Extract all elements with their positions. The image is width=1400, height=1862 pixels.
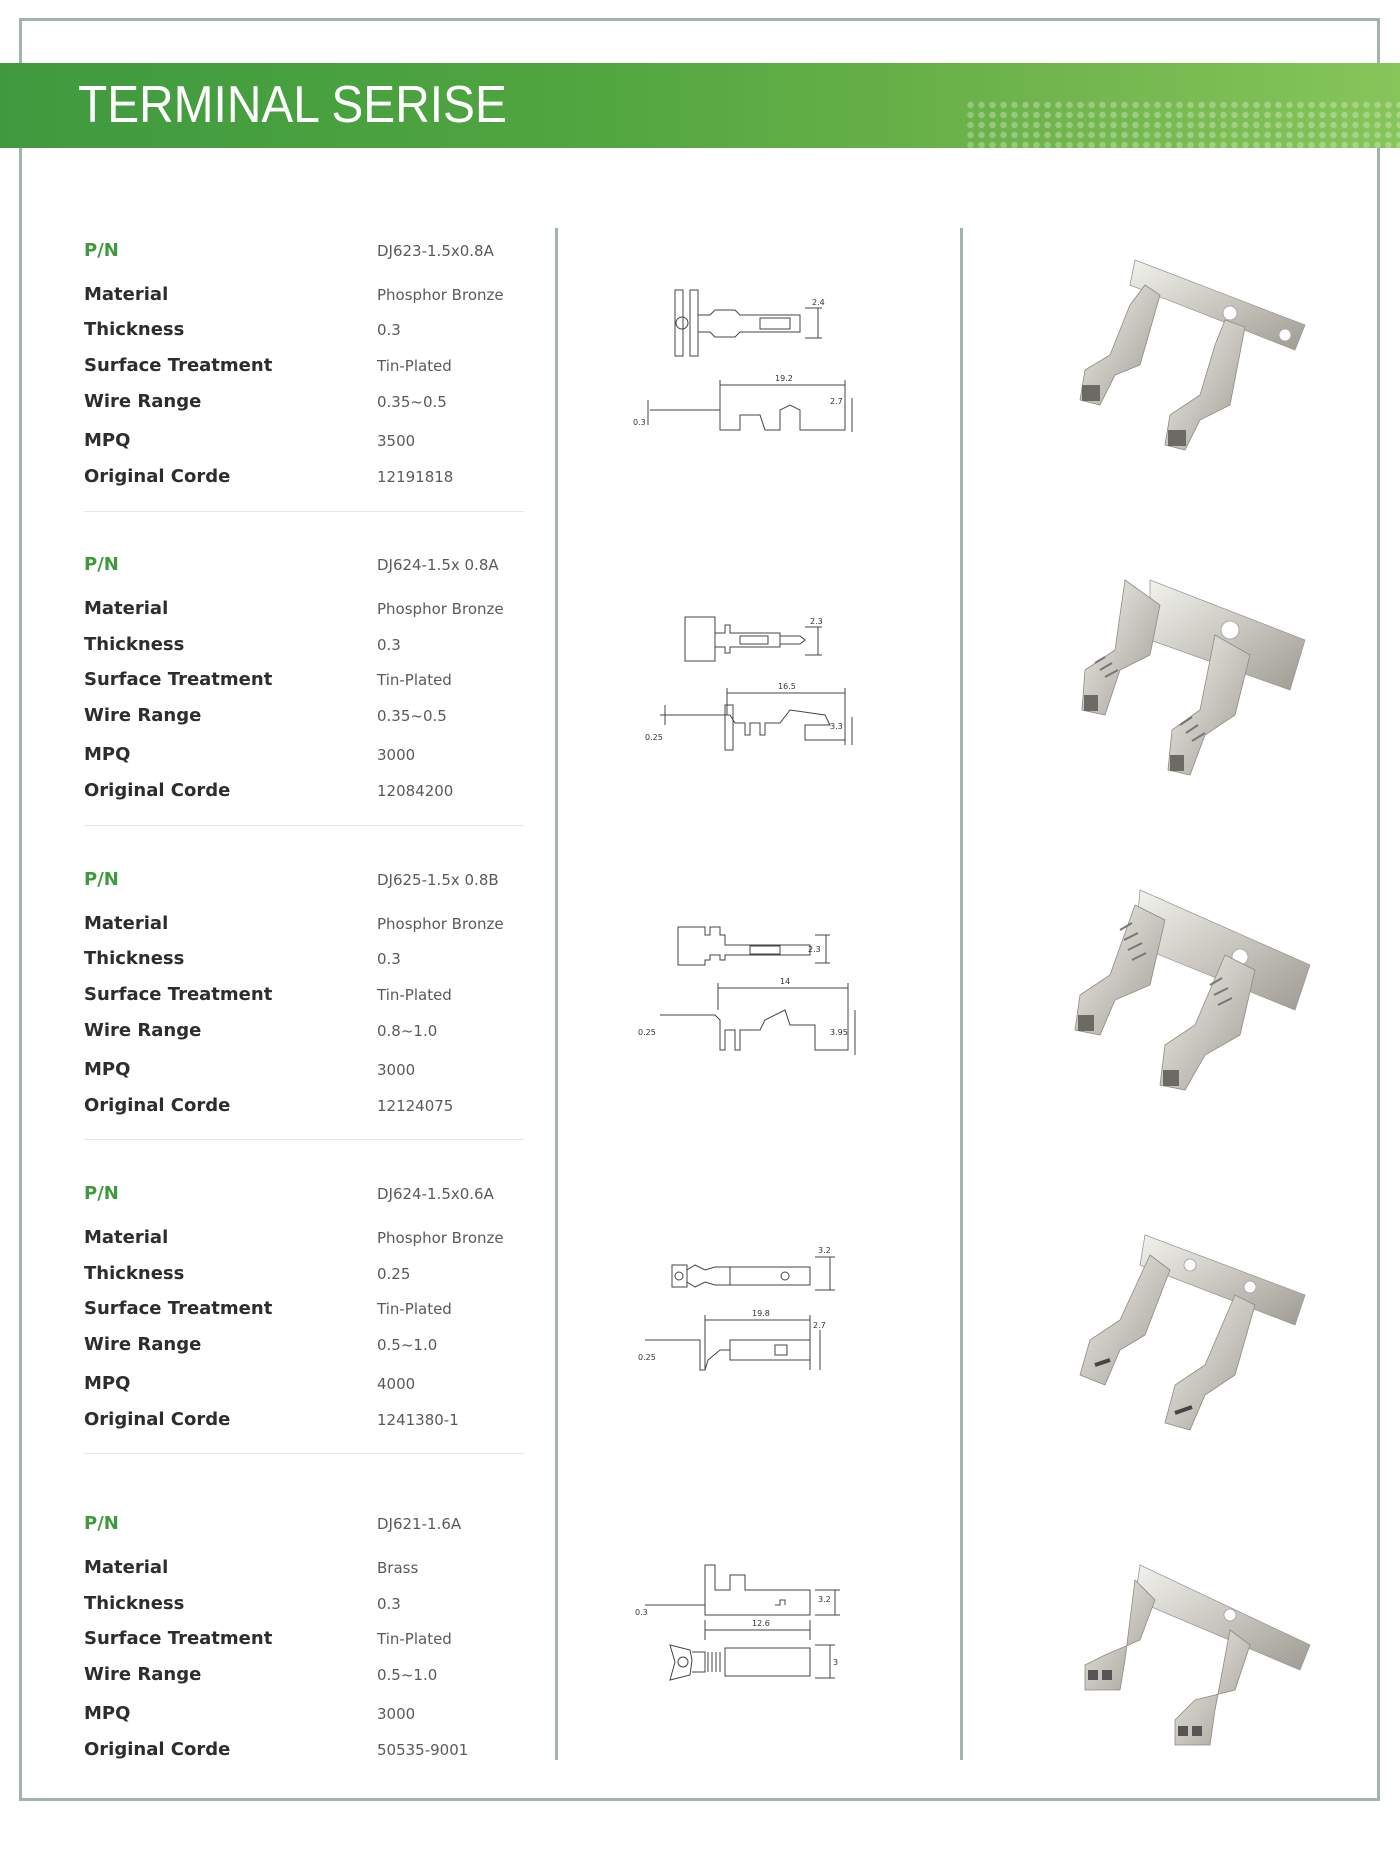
thickness-value: 0.3: [377, 950, 401, 968]
wire-range-label: Wire Range: [84, 1020, 202, 1041]
dim-thickness: 0.25: [638, 1028, 656, 1037]
dim-length: 19.2: [775, 374, 793, 383]
column-divider-left: [555, 228, 558, 1760]
surface-label: Surface Treatment: [84, 1298, 273, 1319]
pn-label: P/N: [84, 1183, 119, 1204]
product-spec-block: [84, 869, 524, 1159]
thickness-label: Thickness: [84, 319, 185, 340]
terminal-technical-drawing: [630, 1560, 900, 1740]
pn-label: P/N: [84, 554, 119, 575]
pn-value: DJ623-1.5x0.8A: [377, 242, 494, 260]
mpq-value: 3000: [377, 1705, 416, 1723]
thickness-label: Thickness: [84, 634, 185, 655]
surface-value: Tin-Plated: [377, 357, 452, 375]
product-spec-block: [84, 1183, 524, 1473]
thickness-value: 0.3: [377, 321, 401, 339]
dim-top-height: 2.4: [812, 298, 825, 307]
terminal-product-photo: [1040, 575, 1320, 795]
pn-value: DJ624-1.5x0.6A: [377, 1185, 494, 1203]
dim-side-height: 3.95: [830, 1028, 848, 1037]
mpq-value: 3000: [377, 1061, 416, 1079]
surface-label: Surface Treatment: [84, 669, 273, 690]
surface-value: Tin-Plated: [377, 1300, 452, 1318]
terminal-product-photo: [1040, 885, 1320, 1105]
mpq-label: MPQ: [84, 744, 131, 765]
material-label: Material: [84, 598, 169, 619]
material-value: Phosphor Bronze: [377, 915, 504, 933]
original-code-value: 12084200: [377, 782, 454, 800]
dim-side-height: 3: [833, 1658, 839, 1667]
header-banner: [0, 63, 1400, 148]
surface-value: Tin-Plated: [377, 671, 452, 689]
dim-length: 12.6: [752, 1619, 770, 1628]
original-code-label: Original Corde: [84, 466, 231, 487]
product-spec-block: [84, 240, 524, 530]
original-code-value: 12124075: [377, 1097, 454, 1115]
product-spec-block: [84, 1513, 524, 1803]
original-code-label: Original Corde: [84, 1739, 231, 1760]
terminal-technical-drawing: [630, 280, 900, 460]
dim-side-height: 3.3: [830, 722, 843, 731]
original-code-value: 1241380-1: [377, 1411, 459, 1429]
material-value: Phosphor Bronze: [377, 1229, 504, 1247]
dim-thickness: 0.3: [635, 1608, 648, 1617]
dim-length: 16.5: [778, 682, 796, 691]
mpq-label: MPQ: [84, 1059, 131, 1080]
row-separator: [84, 511, 524, 512]
dim-thickness: 0.3: [633, 418, 646, 427]
dim-side-height: 2.7: [813, 1321, 826, 1330]
original-code-label: Original Corde: [84, 1095, 231, 1116]
thickness-label: Thickness: [84, 1593, 185, 1614]
surface-value: Tin-Plated: [377, 986, 452, 1004]
mpq-label: MPQ: [84, 1703, 131, 1724]
terminal-technical-drawing: [630, 605, 900, 785]
mpq-value: 3500: [377, 432, 416, 450]
column-divider-right: [960, 228, 963, 1760]
wire-range-label: Wire Range: [84, 1664, 202, 1685]
pn-value: DJ624-1.5x 0.8A: [377, 556, 499, 574]
mpq-label: MPQ: [84, 430, 131, 451]
material-value: Phosphor Bronze: [377, 286, 504, 304]
mpq-value: 4000: [377, 1375, 416, 1393]
surface-label: Surface Treatment: [84, 355, 273, 376]
dim-length: 14: [780, 977, 791, 986]
row-separator: [84, 825, 524, 826]
wire-range-label: Wire Range: [84, 1334, 202, 1355]
pn-value: DJ621-1.6A: [377, 1515, 462, 1533]
material-value: Phosphor Bronze: [377, 600, 504, 618]
material-label: Material: [84, 1227, 169, 1248]
material-label: Material: [84, 284, 169, 305]
row-separator: [84, 1139, 524, 1140]
product-spec-block: [84, 554, 524, 844]
dim-thickness: 0.25: [638, 1353, 656, 1362]
thickness-value: 0.3: [377, 1595, 401, 1613]
row-separator: [84, 1453, 524, 1454]
page-title: TERMINAL SERISE: [78, 76, 507, 134]
pn-label: P/N: [84, 1513, 119, 1534]
material-label: Material: [84, 913, 169, 934]
material-label: Material: [84, 1557, 169, 1578]
thickness-label: Thickness: [84, 948, 185, 969]
dim-top-height: 3.2: [818, 1595, 831, 1604]
dim-length: 19.8: [752, 1309, 770, 1318]
surface-label: Surface Treatment: [84, 1628, 273, 1649]
terminal-product-photo: [1040, 1560, 1320, 1780]
dim-top-height: 2.3: [810, 617, 823, 626]
original-code-label: Original Corde: [84, 780, 231, 801]
material-value: Brass: [377, 1559, 419, 1577]
wire-range-value: 0.5~1.0: [377, 1666, 438, 1684]
mpq-label: MPQ: [84, 1373, 131, 1394]
mpq-value: 3000: [377, 746, 416, 764]
terminal-technical-drawing: [630, 1235, 900, 1415]
wire-range-value: 0.35~0.5: [377, 393, 447, 411]
original-code-label: Original Corde: [84, 1409, 231, 1430]
pn-label: P/N: [84, 869, 119, 890]
original-code-value: 12191818: [377, 468, 454, 486]
wire-range-label: Wire Range: [84, 705, 202, 726]
wire-range-value: 0.35~0.5: [377, 707, 447, 725]
surface-label: Surface Treatment: [84, 984, 273, 1005]
wire-range-value: 0.5~1.0: [377, 1336, 438, 1354]
terminal-product-photo: [1040, 255, 1320, 475]
thickness-value: 0.3: [377, 636, 401, 654]
surface-value: Tin-Plated: [377, 1630, 452, 1648]
terminal-technical-drawing: [630, 915, 900, 1095]
wire-range-label: Wire Range: [84, 391, 202, 412]
pn-label: P/N: [84, 240, 119, 261]
dim-thickness: 0.25: [645, 733, 663, 742]
original-code-value: 50535-9001: [377, 1741, 469, 1759]
dim-side-height: 2.7: [830, 397, 843, 406]
dim-top-height: 2.3: [808, 945, 821, 954]
thickness-label: Thickness: [84, 1263, 185, 1284]
thickness-value: 0.25: [377, 1265, 411, 1283]
dim-top-height: 3.2: [818, 1246, 831, 1255]
banner-dot-pattern: [965, 100, 1400, 148]
wire-range-value: 0.8~1.0: [377, 1022, 438, 1040]
terminal-product-photo: [1040, 1225, 1320, 1445]
pn-value: DJ625-1.5x 0.8B: [377, 871, 499, 889]
